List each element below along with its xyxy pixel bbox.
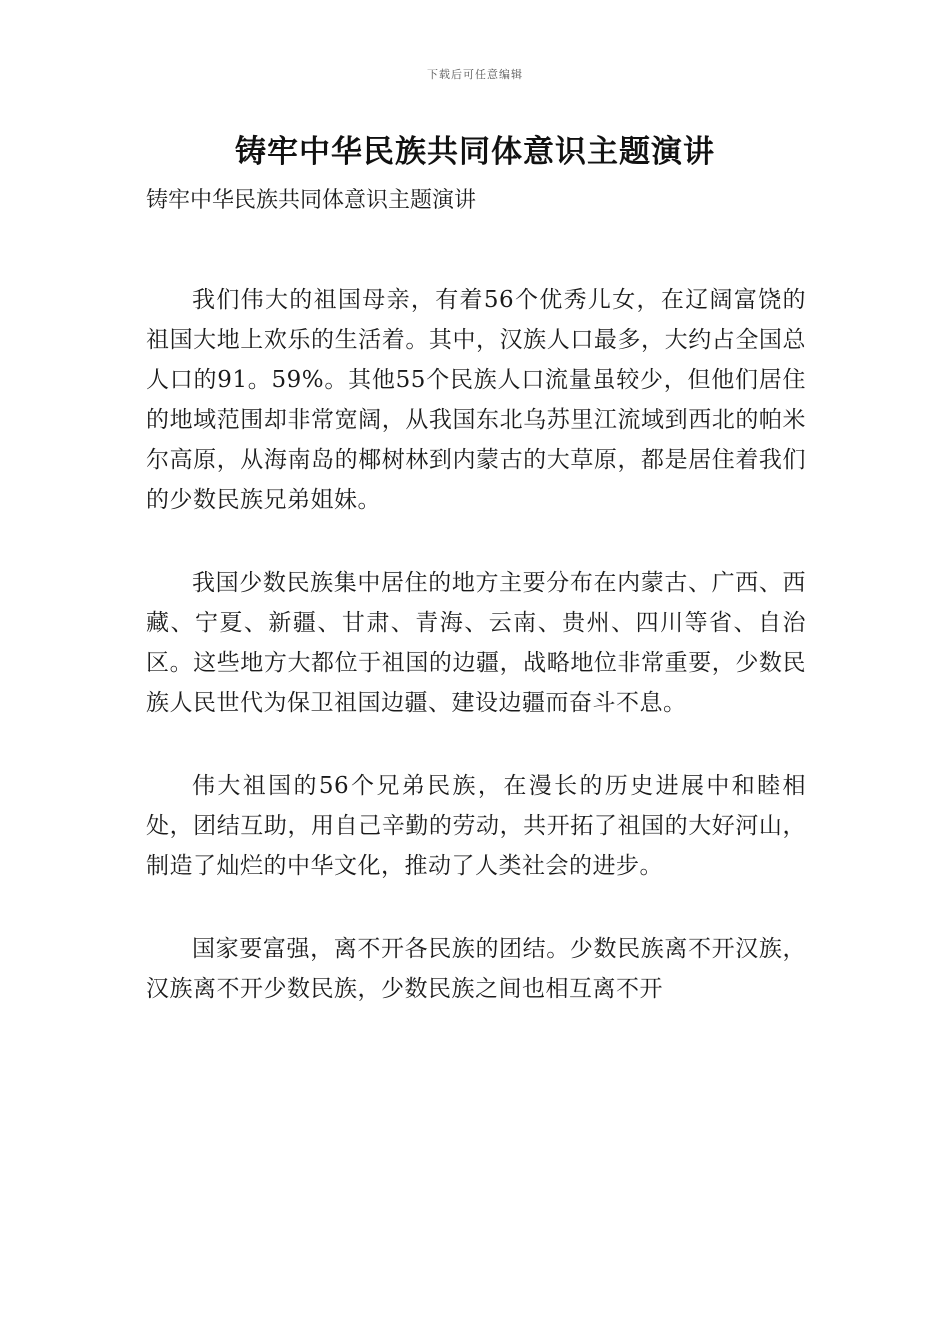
document-title: 铸牢中华民族共同体意识主题演讲 <box>235 134 715 170</box>
document-body <box>146 280 806 1052</box>
document-subtitle: 铸牢中华民族共同体意识主题演讲 <box>146 188 477 213</box>
paragraph: 我们伟大的祖国母亲，有着56个优秀儿女，在辽阔富饶的祖国大地上欢乐的生活着。其中，汉族人口最多，大约占全国总人口的91。59%。其他55个民族人口流量虽较少，但他们居住的地域范围却非常宽阔，从我国东北乌苏里江流域到西北的帕米尔高原，从海南岛的椰树林到内蒙古的大草原，都是居住着我们的少数民族兄弟姐妹。 <box>146 287 806 513</box>
paragraph: 国家要富强，离不开各民族的团结。少数民族离不开汉族，汉族离不开少数民族，少数民族之间也相互离不开 <box>146 936 806 1002</box>
header-note: 下载后可任意编辑 <box>427 68 523 81</box>
paragraph: 我国少数民族集中居住的地方主要分布在内蒙古、广西、西藏、宁夏、新疆、甘肃、青海、云南、贵州、四川等省、自治区。这些地方大都位于祖国的边疆，战略地位非常重要，少数民族人民世代为保卫祖国边疆、建设边疆而奋斗不息。 <box>146 570 806 716</box>
paragraph: 伟大祖国的56个兄弟民族，在漫长的历史进展中和睦相处，团结互助，用自己辛勤的劳动，共开拓了祖国的大好河山，制造了灿烂的中华文化，推动了人类社会的进步。 <box>146 773 806 879</box>
